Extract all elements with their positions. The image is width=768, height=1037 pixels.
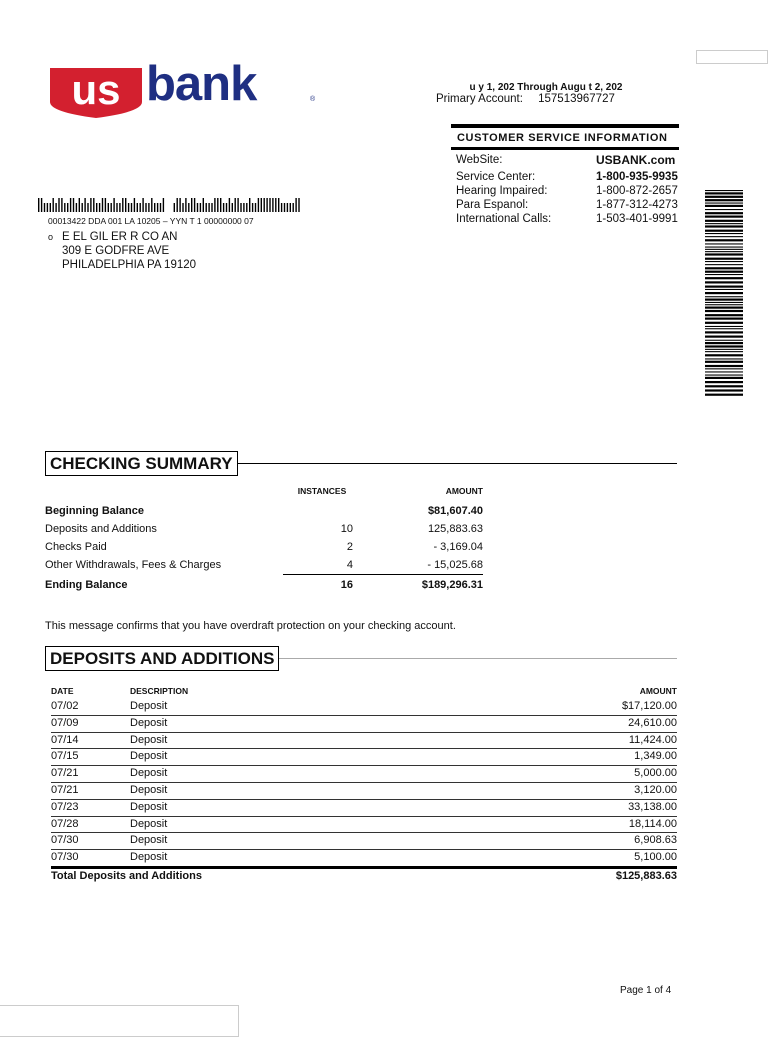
summary-col-instances: INSTANCES [297,486,347,496]
summary-amount: 125,883.63 [427,523,483,535]
deposit-description: Deposit [130,733,168,746]
cs-value: 1-877-312-4273 [596,199,678,211]
logo-registered-mark: ® [310,96,316,103]
deposit-amount: $17,120.00 [621,700,677,712]
cs-label: WebSite: [456,154,503,166]
summary-amount: $189,296.31 [421,579,483,591]
us-shield-icon [50,68,142,114]
deposit-amount: 5,100.00 [634,851,677,864]
deposit-description: Deposit [130,716,168,729]
corner-box [696,50,768,64]
cs-row-website [451,153,679,167]
deposits-col-description: DESCRIPTION [130,686,189,696]
table-row [51,850,677,866]
deposit-amount: 24,610.00 [628,716,677,729]
table-row [51,733,677,750]
deposits-header-row [51,686,677,699]
deposit-date: 07/21 [51,783,79,796]
table-row [51,749,677,766]
cs-label: International Calls: [456,213,552,225]
usbank-logo [50,57,316,116]
table-row [51,766,677,783]
deposit-amount: 18,114.00 [628,817,677,830]
address-marker: o [48,232,54,242]
deposit-date: 07/30 [51,834,79,847]
summary-header-row [45,486,485,502]
summary-label: Other Withdrawals, Fees & Charges [45,559,222,571]
logo-bank-text: bank [146,57,257,111]
address-city: PHILADELPHIA PA 19120 [62,259,197,271]
deposit-description: Deposit [130,767,168,780]
cs-row-para-espanol [451,198,679,212]
cs-bottom-bar [451,147,679,150]
deposit-amount: 3,120.00 [634,783,677,796]
deposits-total-amount: $125,883.63 [615,869,677,882]
table-row [51,716,677,733]
table-row [51,817,677,834]
deposit-description: Deposit [130,851,168,864]
cs-label: Para Espanol: [456,199,529,211]
summary-amount: - 3,169.04 [433,541,483,553]
deposit-amount: 33,138.00 [628,800,677,813]
checking-summary-table [45,486,485,594]
deposit-amount: 1,349.00 [634,750,677,763]
page-number: Page 1 of 4 [620,985,672,996]
cs-label: Service Center: [456,171,536,183]
table-row [51,783,677,800]
summary-label: Deposits and Additions [45,523,157,535]
deposit-amount: 5,000.00 [634,767,677,780]
deposits-header [45,646,279,670]
checking-summary-header [45,451,238,475]
cs-value: 1-503-401-9991 [596,213,678,225]
deposit-description: Deposit [130,783,168,796]
deposit-description: Deposit [130,800,168,813]
summary-amount: $81,607.40 [427,505,483,517]
overdraft-message: This message confirms that you have overdraft protection on your checking account. [45,620,456,632]
deposit-date: 07/21 [51,767,79,780]
deposit-description: Deposit [130,834,168,847]
deposit-date: 07/02 [51,700,79,712]
summary-row [45,556,485,574]
summary-row-ending [45,576,485,594]
cs-label: Hearing Impaired: [456,185,548,197]
deposit-date: 07/23 [51,800,79,813]
cs-row-international [451,212,679,226]
primary-account-label: Primary Account: [436,93,523,105]
summary-label: Beginning Balance [45,505,145,517]
deposit-amount: 11,424.00 [628,733,677,746]
table-row [51,699,677,716]
summary-instances: 2 [346,541,353,553]
summary-amount: - 15,025.68 [427,559,483,571]
vertical-barcode-icon [705,190,753,401]
deposits-col-date: DATE [51,686,74,696]
summary-label: Ending Balance [45,579,128,591]
mailing-address [48,230,196,272]
deposit-date: 07/28 [51,817,79,830]
logo-us-text: us [71,68,121,113]
table-row [51,833,677,850]
cs-row-service-center [451,170,679,184]
summary-row [45,538,485,556]
deposits-col-amount: AMOUNT [639,686,677,696]
deposit-description: Deposit [130,750,168,763]
primary-account-value: 157513967727 [538,93,615,105]
deposits-table [51,686,677,883]
checking-summary-title: CHECKING SUMMARY [45,451,238,476]
summary-instances: 10 [340,523,353,535]
deposit-date: 07/30 [51,851,79,864]
primary-account [436,93,615,105]
cs-website-link[interactable]: USBANK.com [596,153,676,167]
deposit-amount: 6,908.63 [634,834,677,847]
cs-row-hearing-impaired [451,184,679,198]
cs-value: 1-800-872-2657 [596,185,678,197]
summary-instances: 16 [340,579,353,591]
summary-instances: 4 [346,559,353,571]
deposits-total-row [51,869,677,883]
deposit-date: 07/14 [51,733,79,746]
address-name: E EL GIL ER R CO AN [62,231,178,243]
table-row [51,800,677,817]
summary-row [45,520,485,538]
summary-row-beginning [45,502,485,520]
mailing-account-line: 00013422 DDA 001 LA 10205 – YYN T 1 00000000 07 [48,216,254,226]
cs-title: CUSTOMER SERVICE INFORMATION [457,132,668,144]
deposit-date: 07/15 [51,750,79,763]
deposit-description: Deposit [130,817,168,830]
deposits-total-label: Total Deposits and Additions [51,869,202,882]
deposit-description: Deposit [130,700,168,712]
postal-barcode-icon [38,198,302,217]
deposits-title: DEPOSITS AND ADDITIONS [45,646,279,671]
customer-service-box [451,124,679,226]
deposit-date: 07/09 [51,716,79,729]
bottom-box [0,1005,239,1037]
statement-period: u y 1, 202 Through Augu t 2, 202 [469,82,623,93]
cs-value: 1-800-935-9935 [596,171,678,183]
address-street: 309 E GODFRE AVE [62,245,170,257]
summary-label: Checks Paid [45,541,107,553]
summary-col-amount: AMOUNT [445,486,483,496]
